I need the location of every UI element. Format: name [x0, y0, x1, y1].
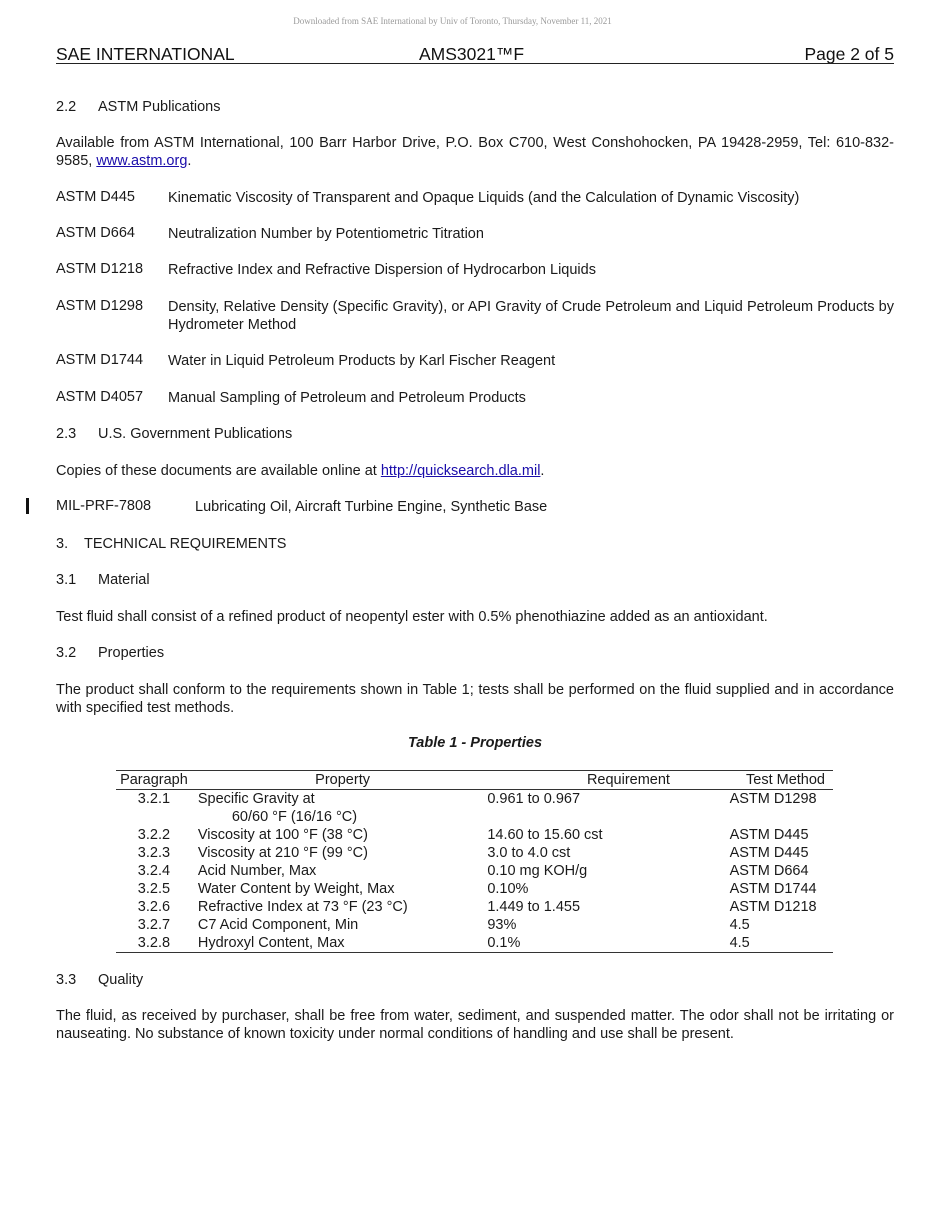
ref-title: Neutralization Number by Potentiometric Titration	[168, 226, 484, 242]
section-2-2-heading	[56, 98, 894, 116]
section-number: 2.3	[56, 426, 77, 442]
cell-test-method: ASTM D664	[729, 863, 809, 879]
cell-test-method: ASTM D1744	[729, 881, 817, 897]
cell-property: Acid Number, Max	[197, 863, 317, 879]
cell-paragraph: 3.2.2	[137, 827, 171, 843]
astm-availability-end: .	[187, 153, 192, 169]
cell-paragraph: 3.2.1	[137, 791, 171, 807]
cell-property: Viscosity at 210 °F (99 °C)	[197, 845, 368, 861]
table-row	[116, 826, 833, 844]
table-row	[116, 934, 833, 953]
section-number: 3.2	[56, 645, 77, 661]
section-title: U.S. Government Publications	[98, 426, 293, 442]
ref-title: Refractive Index and Refractive Dispersion of Hydrocarbon Liquids	[168, 262, 596, 278]
cell-paragraph: 3.2.7	[137, 917, 171, 933]
cell-requirement: 0.1%	[487, 934, 729, 953]
ref-title: Kinematic Viscosity of Transparent and Opaque Liquids (and the Calculation of Dynamic Viscosity)	[168, 190, 800, 206]
astm-availability-text: Available from ASTM International, 100 Barr Harbor Drive, P.O. Box C700, West Conshohocken, PA 19428-2959, Tel: 610-832-9585,	[56, 135, 894, 169]
section-3-2-heading	[56, 644, 894, 662]
cell-requirement: 0.961 to 0.967	[487, 791, 581, 807]
ref-code: ASTM D1744	[56, 352, 144, 368]
gov-availability-paragraph	[56, 462, 894, 480]
header-page-number: Page 2 of 5	[804, 44, 894, 64]
ref-title: Manual Sampling of Petroleum and Petroleum Products	[168, 390, 526, 406]
cell-property: Refractive Index at 73 °F (23 °C)	[197, 899, 408, 915]
astm-availability-paragraph	[56, 134, 894, 170]
cell-requirement: 0.10%	[487, 881, 529, 897]
cell-requirement: 14.60 to 15.60 cst	[487, 827, 603, 843]
material-paragraph: Test fluid shall consist of a refined product of neopentyl ester with 0.5% phenothiazine added as an antioxidant.	[56, 609, 768, 625]
cell-property	[192, 790, 487, 827]
ref-title: Lubricating Oil, Aircraft Turbine Engine, Synthetic Base	[195, 499, 548, 515]
revision-change-bar	[26, 498, 29, 514]
gov-availability-text: Copies of these documents are available online at	[56, 463, 381, 479]
section-number: 3.3	[56, 972, 77, 988]
cell-test-method: 4.5	[729, 917, 750, 933]
cell-requirement: 3.0 to 4.0 cst	[487, 845, 571, 861]
quality-paragraph: The fluid, as received by purchaser, shall be free from water, sediment, and suspended matter. The odor shall not be irritating or nauseating. No substance of known toxicity under normal conditions of handling and use shall be present.	[56, 1008, 894, 1042]
gov-availability-end: .	[540, 463, 545, 479]
section-title: Material	[98, 572, 150, 588]
ref-code: MIL-PRF-7808	[56, 498, 152, 514]
cell-test-method: 4.5	[730, 934, 833, 953]
section-title: TECHNICAL REQUIREMENTS	[84, 536, 287, 552]
ref-code: ASTM D445	[56, 189, 135, 205]
cell-paragraph: 3.2.6	[137, 899, 171, 915]
cell-property: Hydroxyl Content, Max	[192, 934, 487, 953]
section-number: 3.1	[56, 572, 77, 588]
section-number: 2.2	[56, 99, 77, 115]
header-org: SAE INTERNATIONAL	[56, 44, 235, 64]
table-row	[116, 898, 833, 916]
cell-property: C7 Acid Component, Min	[197, 917, 359, 933]
section-title: Properties	[98, 645, 165, 661]
table-row	[116, 916, 833, 934]
cell-test-method: ASTM D445	[729, 827, 809, 843]
cell-requirement: 93%	[487, 917, 517, 933]
cell-test-method: ASTM D1298	[729, 791, 817, 807]
ref-code: ASTM D4057	[56, 389, 144, 405]
column-header-paragraph: Paragraph	[116, 771, 192, 790]
header-doc-id: AMS3021™F	[419, 44, 525, 64]
table-row	[116, 862, 833, 880]
table-row	[116, 844, 833, 862]
table-row	[116, 790, 833, 827]
table-header-row	[116, 771, 833, 790]
column-header-property: Property	[192, 771, 487, 790]
download-note: Downloaded from SAE International by Univ of Toronto, Thursday, November 11, 2021	[293, 16, 612, 26]
cell-requirement: 1.449 to 1.455	[487, 899, 581, 915]
section-title: ASTM Publications	[98, 99, 221, 115]
property-line-continued: 60/60 °F (16/16 °C)	[231, 809, 358, 825]
properties-paragraph: The product shall conform to the requirements shown in Table 1; tests shall be performed on the fluid supplied and in accordance with specified test methods.	[56, 682, 894, 716]
header-rule	[56, 63, 894, 64]
ref-title: Density, Relative Density (Specific Gravity), or API Gravity of Crude Petroleum and Liquid Petroleum Products by Hydrometer Method	[168, 299, 894, 333]
astm-link[interactable]: www.astm.org	[96, 153, 188, 169]
cell-paragraph: 3.2.4	[137, 863, 171, 879]
column-header-test-method: Test Method	[730, 771, 833, 790]
cell-test-method: ASTM D445	[729, 845, 809, 861]
column-header-requirement: Requirement	[487, 771, 729, 790]
dla-link[interactable]: http://quicksearch.dla.mil	[380, 463, 541, 479]
cell-property: Water Content by Weight, Max	[197, 881, 395, 897]
cell-requirement: 0.10 mg KOH/g	[487, 863, 588, 879]
cell-property: Viscosity at 100 °F (38 °C)	[197, 827, 368, 843]
cell-paragraph: 3.2.3	[137, 845, 171, 861]
ref-code: ASTM D664	[56, 225, 135, 241]
cell-paragraph: 3.2.8	[116, 934, 192, 953]
ref-code: ASTM D1218	[56, 261, 144, 277]
ref-code: ASTM D1298	[56, 298, 144, 314]
section-number: 3.	[56, 536, 69, 552]
cell-test-method: ASTM D1218	[729, 899, 817, 915]
section-title: Quality	[98, 972, 144, 988]
properties-table	[116, 770, 833, 953]
ref-title: Water in Liquid Petroleum Products by Karl Fischer Reagent	[168, 353, 556, 369]
cell-paragraph: 3.2.5	[137, 881, 171, 897]
section-3-1-heading	[56, 571, 894, 589]
table-row	[116, 880, 833, 898]
section-3-3-heading	[56, 971, 894, 989]
table-caption: Table 1 - Properties	[407, 735, 543, 751]
property-line: Specific Gravity at	[197, 791, 315, 807]
section-3-heading	[56, 535, 894, 553]
section-2-3-heading	[56, 425, 894, 443]
